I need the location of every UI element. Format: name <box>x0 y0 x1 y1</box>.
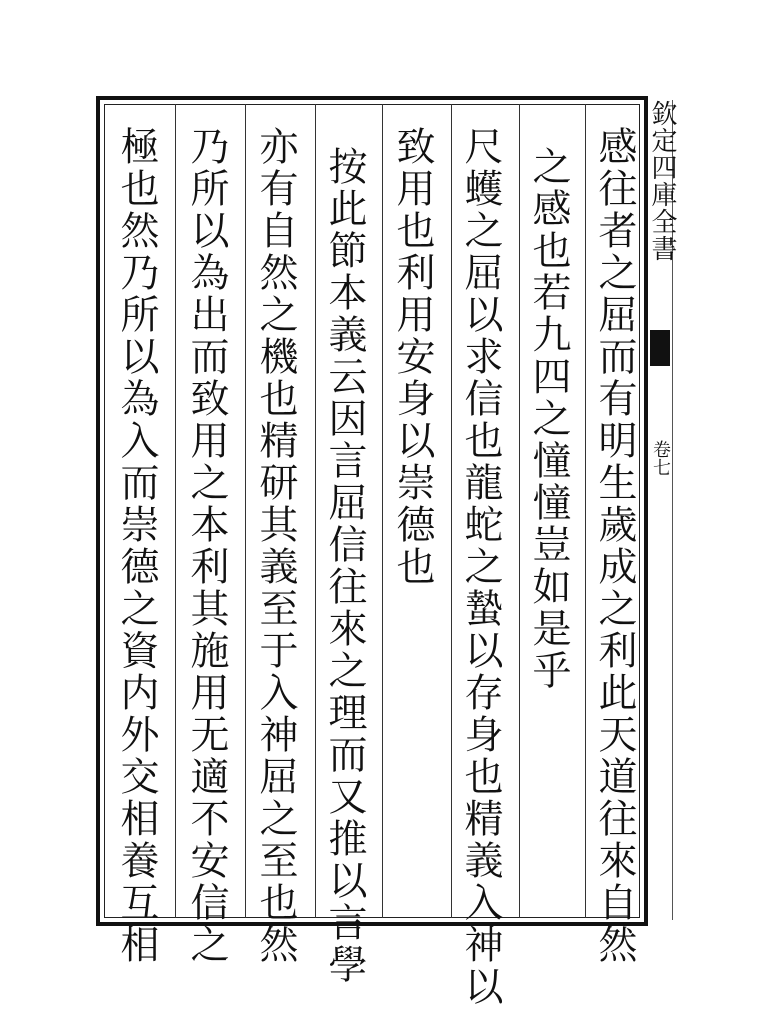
text-column-3: 尺蠖之屈以求信也龍蛇之蟄以存身也精義入神以 <box>458 126 503 1008</box>
fishtail-mark <box>650 330 670 366</box>
column-rule <box>175 104 176 918</box>
text-column-8: 極也然乃所以為入而崇德之資内外交相養互相 <box>114 126 159 966</box>
text-column-5: 按此節本義云因言屈信往來之理而又推以言學 <box>322 146 367 986</box>
text-column-6: 亦有自然之機也精研其義至于入神屈之至也然 <box>253 126 298 966</box>
text-column-4: 致用也利用安身以崇德也 <box>390 126 435 588</box>
column-rule <box>315 104 316 918</box>
volume-label: 卷七 <box>650 440 671 476</box>
column-rule <box>245 104 246 918</box>
column-rule <box>585 104 586 918</box>
book-title: 欽定四庫全書 <box>647 100 677 262</box>
column-rule <box>519 104 520 918</box>
column-rule <box>382 104 383 918</box>
column-rule <box>451 104 452 918</box>
text-column-7: 乃所以為出而致用之本利其施用无適不安信之 <box>184 126 229 966</box>
text-column-2: 之感也若九四之憧憧豈如是乎 <box>526 146 571 692</box>
text-column-1: 感往者之屈而有明生歲成之利此天道往來自然 <box>592 126 637 966</box>
